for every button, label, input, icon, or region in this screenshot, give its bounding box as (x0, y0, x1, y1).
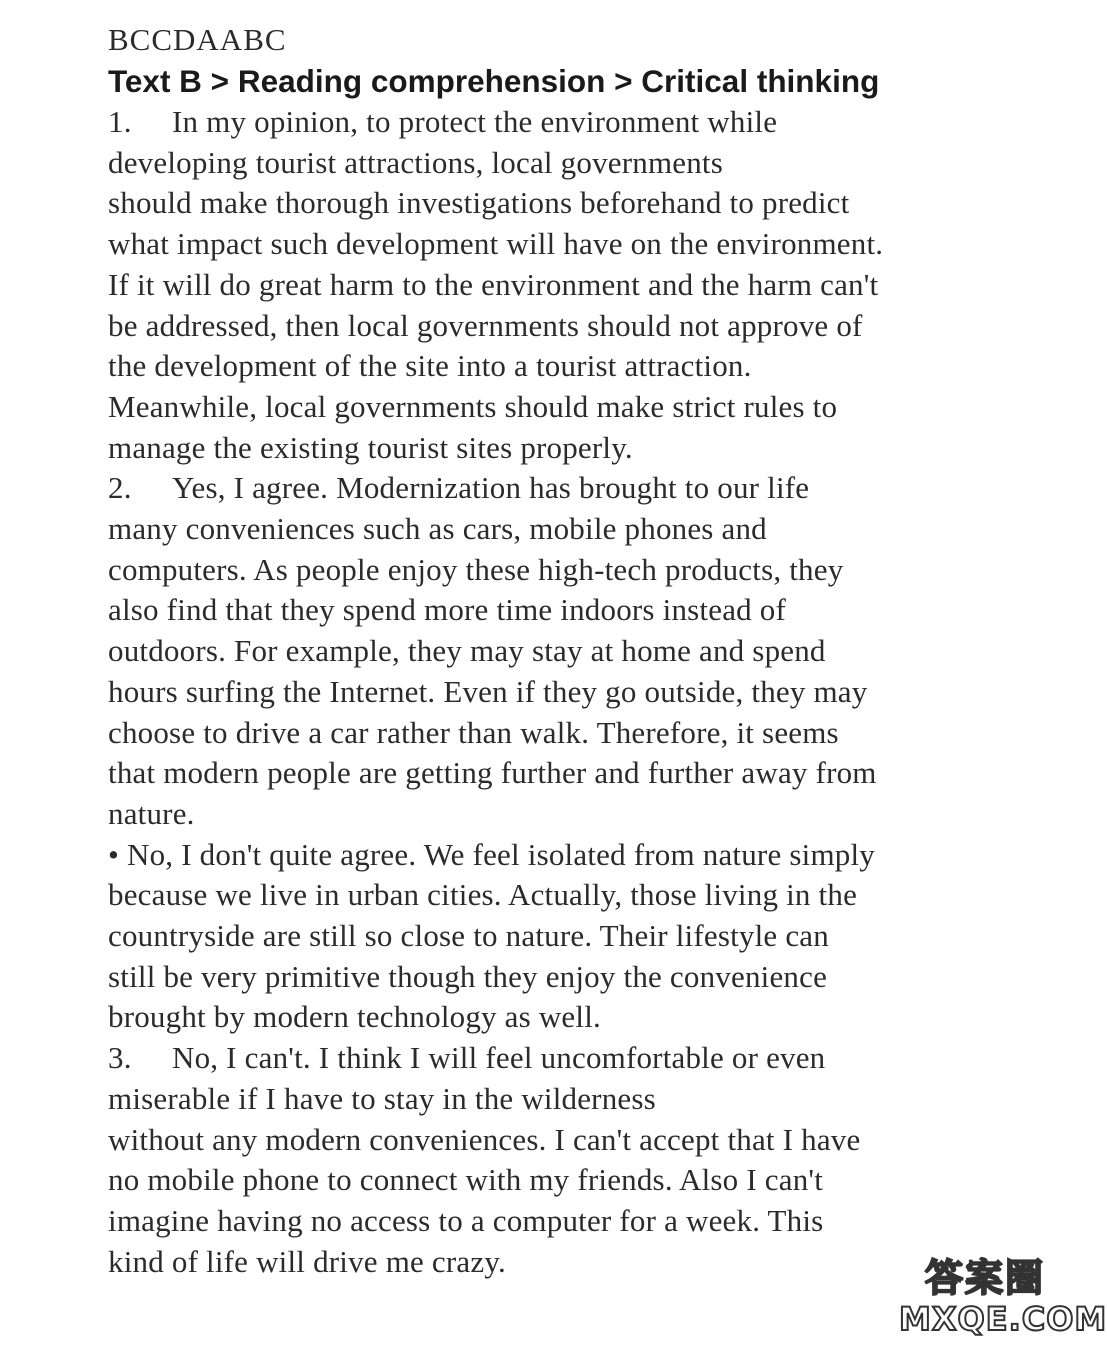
watermark-logo-text: 答案圈 (924, 1256, 1045, 1300)
answer-2-line: still be very primitive though they enjoy the convenience (108, 958, 828, 994)
answer-1-line (108, 102, 1008, 143)
answer-1-line: manage the existing tourist sites properly. (108, 429, 633, 465)
answer-2-line: brought by modern technology as well. (108, 999, 601, 1035)
answer-1-line: Meanwhile, local governments should make strict rules to (108, 388, 838, 424)
answer-1-line: should make thorough investigations beforehand to predict (108, 185, 850, 221)
answer-1-line: the development of the site into a tourist attraction. (108, 348, 752, 384)
answer-2-number: 2. (108, 470, 132, 506)
multiple-choice-answers: BCCDAABC (108, 22, 287, 57)
site-watermark-logo (895, 1255, 1107, 1340)
answer-content (108, 18, 1008, 1282)
answer-2-line: that modern people are getting further and further away from (108, 755, 877, 791)
answer-2-line: choose to drive a car rather than walk. Therefore, it seems (108, 714, 839, 750)
answer-2-line (108, 468, 1008, 509)
section-heading: Text B > Reading comprehension > Critical thinking (108, 63, 880, 99)
answer-1-line: be addressed, then local governments should not approve of (108, 307, 863, 343)
answer-1-line: developing tourist attractions, local governments (108, 144, 724, 180)
answer-3-line (108, 1038, 1008, 1079)
watermark-url-text: MXQE.COM (899, 1300, 1107, 1338)
answer-3-line: kind of life will drive me crazy. (108, 1243, 506, 1279)
answer-2-line: many conveniences such as cars, mobile phones and (108, 511, 767, 547)
answer-2-line: countryside are still so close to nature. Their lifestyle can (108, 918, 829, 954)
answer-3-line: miserable if I have to stay in the wilderness (108, 1080, 656, 1116)
answer-3-line: no mobile phone to connect with my friends. Also I can't (108, 1162, 824, 1198)
answer-2-text: Yes, I agree. Modernization has brought to our life (172, 470, 810, 506)
answer-1-number: 1. (108, 104, 132, 139)
answer-2-line: outdoors. For example, they may stay at home and spend (108, 633, 826, 669)
answer-2-line: because we live in urban cities. Actually, those living in the (108, 877, 858, 913)
answer-1-text: In my opinion, to protect the environment while (172, 104, 778, 139)
answer-2-line: also find that they spend more time indoors instead of (108, 592, 787, 628)
answer-3-line: imagine having no access to a computer for a week. This (108, 1202, 824, 1238)
answer-2-bullet-line: • No, I don't quite agree. We feel isolated from nature simply (108, 836, 875, 872)
answer-1-line: what impact such development will have on the environment. (108, 226, 884, 262)
answer-2-line: hours surfing the Internet. Even if they go outside, they may (108, 673, 868, 709)
answer-2 (108, 468, 1008, 1038)
answer-3-line: without any modern conveniences. I can't accept that I have (108, 1121, 861, 1157)
answer-3-number: 3. (108, 1040, 132, 1076)
answer-1-line: If it will do great harm to the environment and the harm can't (108, 266, 879, 302)
answer-3-text: No, I can't. I think I will feel uncomfortable or even (172, 1040, 826, 1076)
answer-3 (108, 1038, 1008, 1282)
answer-1 (108, 102, 1008, 468)
answer-2-line: computers. As people enjoy these high-tech products, they (108, 551, 844, 587)
answer-2-line: nature. (108, 795, 195, 831)
